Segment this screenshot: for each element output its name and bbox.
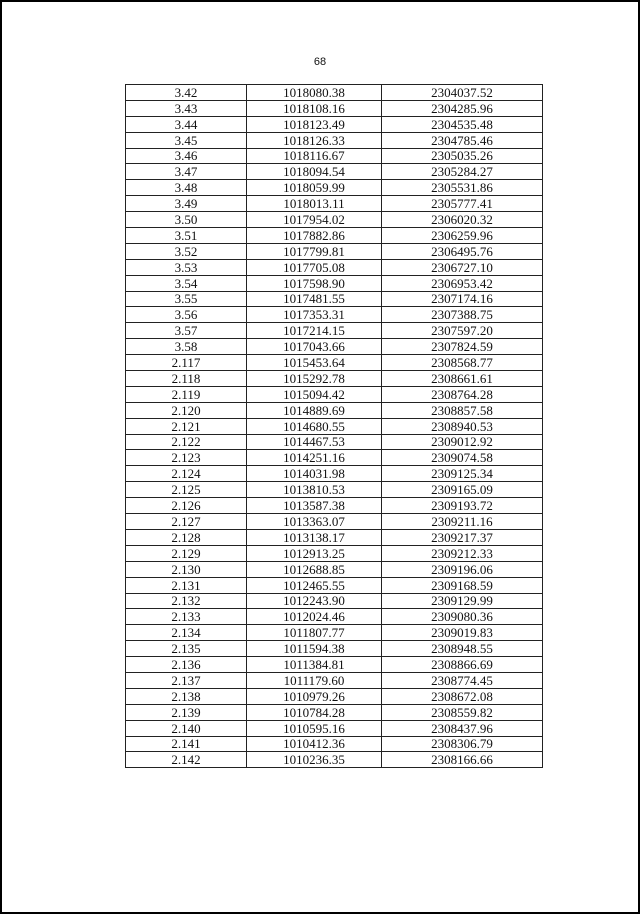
- point-id-cell: 2.136: [126, 657, 247, 673]
- x-coordinate-cell: 1013138.17: [247, 529, 382, 545]
- x-coordinate-cell: 1013363.07: [247, 514, 382, 530]
- table-row: [126, 688, 543, 704]
- x-coordinate-cell: 1013810.53: [247, 482, 382, 498]
- table-row: [126, 339, 543, 355]
- table-row: [126, 720, 543, 736]
- point-id-cell: 2.126: [126, 498, 247, 514]
- table-row: [126, 561, 543, 577]
- point-id-cell: 2.120: [126, 402, 247, 418]
- point-id-cell: 3.43: [126, 100, 247, 116]
- x-coordinate-cell: 1012024.46: [247, 609, 382, 625]
- point-id-cell: 3.54: [126, 275, 247, 291]
- table-row: [126, 609, 543, 625]
- x-coordinate-cell: 1014031.98: [247, 466, 382, 482]
- point-id-cell: 2.138: [126, 688, 247, 704]
- coordinate-table: [125, 84, 543, 768]
- point-id-cell: 2.132: [126, 593, 247, 609]
- y-coordinate-cell: 2308866.69: [382, 657, 543, 673]
- point-id-cell: 2.139: [126, 704, 247, 720]
- point-id-cell: 2.129: [126, 545, 247, 561]
- y-coordinate-cell: 2305531.86: [382, 180, 543, 196]
- x-coordinate-cell: 1017598.90: [247, 275, 382, 291]
- y-coordinate-cell: 2309168.59: [382, 577, 543, 593]
- y-coordinate-cell: 2309012.92: [382, 434, 543, 450]
- x-coordinate-cell: 1011594.38: [247, 641, 382, 657]
- x-coordinate-cell: 1017481.55: [247, 291, 382, 307]
- scan-left-border: [0, 0, 2, 914]
- table-row: [126, 243, 543, 259]
- y-coordinate-cell: 2306259.96: [382, 228, 543, 244]
- x-coordinate-cell: 1011807.77: [247, 625, 382, 641]
- x-coordinate-cell: 1017705.08: [247, 259, 382, 275]
- point-id-cell: 2.118: [126, 371, 247, 387]
- table-row: [126, 307, 543, 323]
- page-number: 68: [313, 56, 327, 68]
- x-coordinate-cell: 1017353.31: [247, 307, 382, 323]
- y-coordinate-cell: 2306020.32: [382, 212, 543, 228]
- y-coordinate-cell: 2307388.75: [382, 307, 543, 323]
- y-coordinate-cell: 2308672.08: [382, 688, 543, 704]
- y-coordinate-cell: 2309074.58: [382, 450, 543, 466]
- x-coordinate-cell: 1012243.90: [247, 593, 382, 609]
- point-id-cell: 3.47: [126, 164, 247, 180]
- point-id-cell: 3.45: [126, 132, 247, 148]
- table-row: [126, 641, 543, 657]
- point-id-cell: 3.50: [126, 212, 247, 228]
- point-id-cell: 3.48: [126, 180, 247, 196]
- point-id-cell: 2.124: [126, 466, 247, 482]
- x-coordinate-cell: 1014680.55: [247, 418, 382, 434]
- y-coordinate-cell: 2309019.83: [382, 625, 543, 641]
- table-row: [126, 418, 543, 434]
- table-row: [126, 100, 543, 116]
- y-coordinate-cell: 2305035.26: [382, 148, 543, 164]
- x-coordinate-cell: 1018080.38: [247, 85, 382, 101]
- point-id-cell: 3.56: [126, 307, 247, 323]
- y-coordinate-cell: 2308437.96: [382, 720, 543, 736]
- point-id-cell: 2.123: [126, 450, 247, 466]
- table-row: [126, 672, 543, 688]
- x-coordinate-cell: 1010412.36: [247, 736, 382, 752]
- point-id-cell: 2.128: [126, 529, 247, 545]
- point-id-cell: 2.142: [126, 752, 247, 768]
- y-coordinate-cell: 2308568.77: [382, 355, 543, 371]
- table-row: [126, 402, 543, 418]
- table-row: [126, 450, 543, 466]
- scan-top-border: [0, 0, 640, 2]
- x-coordinate-cell: 1014889.69: [247, 402, 382, 418]
- coordinate-table-body: [126, 85, 543, 768]
- y-coordinate-cell: 2306495.76: [382, 243, 543, 259]
- x-coordinate-cell: 1015094.42: [247, 386, 382, 402]
- x-coordinate-cell: 1012913.25: [247, 545, 382, 561]
- x-coordinate-cell: 1017954.02: [247, 212, 382, 228]
- table-row: [126, 736, 543, 752]
- y-coordinate-cell: 2308559.82: [382, 704, 543, 720]
- table-row: [126, 514, 543, 530]
- x-coordinate-cell: 1017043.66: [247, 339, 382, 355]
- point-id-cell: 3.55: [126, 291, 247, 307]
- table-row: [126, 466, 543, 482]
- table-row: [126, 371, 543, 387]
- y-coordinate-cell: 2305284.27: [382, 164, 543, 180]
- y-coordinate-cell: 2304535.48: [382, 116, 543, 132]
- y-coordinate-cell: 2308940.53: [382, 418, 543, 434]
- y-coordinate-cell: 2309217.37: [382, 529, 543, 545]
- y-coordinate-cell: 2309080.36: [382, 609, 543, 625]
- y-coordinate-cell: 2304285.96: [382, 100, 543, 116]
- point-id-cell: 3.57: [126, 323, 247, 339]
- point-id-cell: 3.44: [126, 116, 247, 132]
- point-id-cell: 2.141: [126, 736, 247, 752]
- y-coordinate-cell: 2307174.16: [382, 291, 543, 307]
- table-row: [126, 482, 543, 498]
- table-row: [126, 212, 543, 228]
- x-coordinate-cell: 1010595.16: [247, 720, 382, 736]
- point-id-cell: 2.137: [126, 672, 247, 688]
- point-id-cell: 3.46: [126, 148, 247, 164]
- x-coordinate-cell: 1012465.55: [247, 577, 382, 593]
- table-row: [126, 85, 543, 101]
- x-coordinate-cell: 1014467.53: [247, 434, 382, 450]
- x-coordinate-cell: 1013587.38: [247, 498, 382, 514]
- table-row: [126, 593, 543, 609]
- y-coordinate-cell: 2307597.20: [382, 323, 543, 339]
- y-coordinate-cell: 2308166.66: [382, 752, 543, 768]
- x-coordinate-cell: 1015292.78: [247, 371, 382, 387]
- table-row: [126, 132, 543, 148]
- point-id-cell: 2.134: [126, 625, 247, 641]
- point-id-cell: 2.131: [126, 577, 247, 593]
- x-coordinate-cell: 1018094.54: [247, 164, 382, 180]
- table-row: [126, 164, 543, 180]
- table-row: [126, 386, 543, 402]
- table-row: [126, 545, 543, 561]
- table-row: [126, 657, 543, 673]
- table-row: [126, 323, 543, 339]
- table-row: [126, 704, 543, 720]
- x-coordinate-cell: 1017799.81: [247, 243, 382, 259]
- x-coordinate-cell: 1018116.67: [247, 148, 382, 164]
- y-coordinate-cell: 2308764.28: [382, 386, 543, 402]
- table-row: [126, 434, 543, 450]
- x-coordinate-cell: 1018108.16: [247, 100, 382, 116]
- y-coordinate-cell: 2308306.79: [382, 736, 543, 752]
- x-coordinate-cell: 1015453.64: [247, 355, 382, 371]
- table-row: [126, 752, 543, 768]
- y-coordinate-cell: 2309165.09: [382, 482, 543, 498]
- point-id-cell: 3.49: [126, 196, 247, 212]
- point-id-cell: 2.117: [126, 355, 247, 371]
- table-row: [126, 625, 543, 641]
- table-row: [126, 116, 543, 132]
- table-row: [126, 180, 543, 196]
- table-row: [126, 228, 543, 244]
- point-id-cell: 3.53: [126, 259, 247, 275]
- y-coordinate-cell: 2309212.33: [382, 545, 543, 561]
- point-id-cell: 3.51: [126, 228, 247, 244]
- table-row: [126, 148, 543, 164]
- y-coordinate-cell: 2305777.41: [382, 196, 543, 212]
- y-coordinate-cell: 2309196.06: [382, 561, 543, 577]
- x-coordinate-cell: 1017214.15: [247, 323, 382, 339]
- point-id-cell: 2.121: [126, 418, 247, 434]
- table-row: [126, 196, 543, 212]
- x-coordinate-cell: 1017882.86: [247, 228, 382, 244]
- table-row: [126, 259, 543, 275]
- x-coordinate-cell: 1014251.16: [247, 450, 382, 466]
- x-coordinate-cell: 1018123.49: [247, 116, 382, 132]
- y-coordinate-cell: 2309193.72: [382, 498, 543, 514]
- table-row: [126, 577, 543, 593]
- x-coordinate-cell: 1018126.33: [247, 132, 382, 148]
- table-row: [126, 529, 543, 545]
- point-id-cell: 2.130: [126, 561, 247, 577]
- y-coordinate-cell: 2309129.99: [382, 593, 543, 609]
- point-id-cell: 2.140: [126, 720, 247, 736]
- x-coordinate-cell: 1011179.60: [247, 672, 382, 688]
- point-id-cell: 2.133: [126, 609, 247, 625]
- point-id-cell: 3.58: [126, 339, 247, 355]
- y-coordinate-cell: 2308661.61: [382, 371, 543, 387]
- y-coordinate-cell: 2306953.42: [382, 275, 543, 291]
- x-coordinate-cell: 1018013.11: [247, 196, 382, 212]
- x-coordinate-cell: 1018059.99: [247, 180, 382, 196]
- y-coordinate-cell: 2304037.52: [382, 85, 543, 101]
- point-id-cell: 2.122: [126, 434, 247, 450]
- table-row: [126, 291, 543, 307]
- x-coordinate-cell: 1010979.26: [247, 688, 382, 704]
- y-coordinate-cell: 2307824.59: [382, 339, 543, 355]
- point-id-cell: 3.52: [126, 243, 247, 259]
- x-coordinate-cell: 1010784.28: [247, 704, 382, 720]
- y-coordinate-cell: 2308774.45: [382, 672, 543, 688]
- point-id-cell: 2.127: [126, 514, 247, 530]
- point-id-cell: 3.42: [126, 85, 247, 101]
- x-coordinate-cell: 1012688.85: [247, 561, 382, 577]
- table-row: [126, 498, 543, 514]
- table-row: [126, 355, 543, 371]
- y-coordinate-cell: 2308857.58: [382, 402, 543, 418]
- point-id-cell: 2.125: [126, 482, 247, 498]
- y-coordinate-cell: 2306727.10: [382, 259, 543, 275]
- point-id-cell: 2.119: [126, 386, 247, 402]
- table-row: [126, 275, 543, 291]
- x-coordinate-cell: 1011384.81: [247, 657, 382, 673]
- y-coordinate-cell: 2309125.34: [382, 466, 543, 482]
- x-coordinate-cell: 1010236.35: [247, 752, 382, 768]
- y-coordinate-cell: 2304785.46: [382, 132, 543, 148]
- y-coordinate-cell: 2309211.16: [382, 514, 543, 530]
- point-id-cell: 2.135: [126, 641, 247, 657]
- y-coordinate-cell: 2308948.55: [382, 641, 543, 657]
